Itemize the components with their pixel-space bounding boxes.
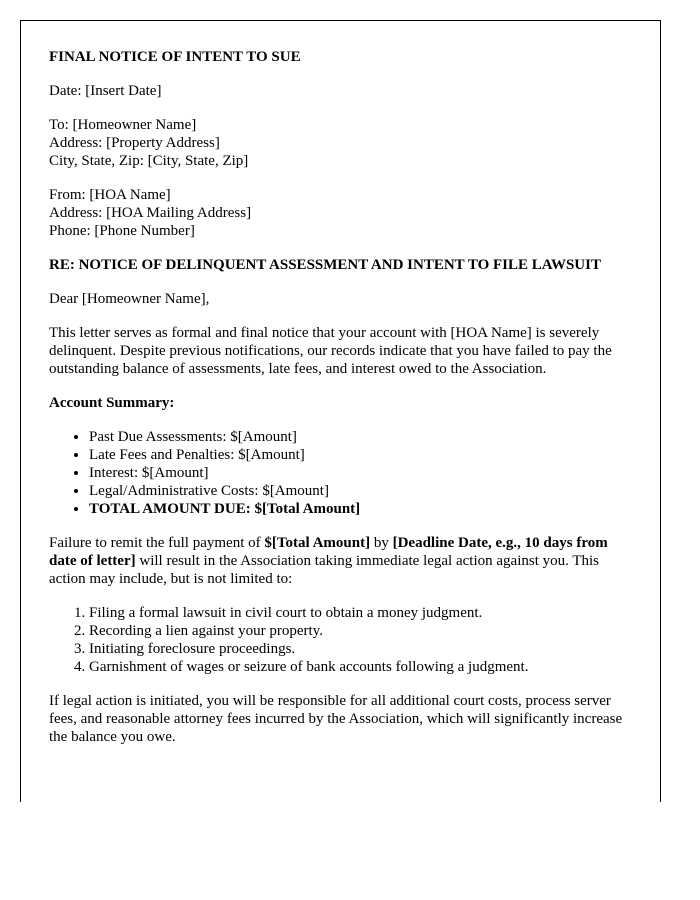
summary-item: • Interest: $[Amount] — [89, 464, 632, 482]
account-summary-list — [49, 428, 632, 518]
action-item: 3. Initiating foreclosure proceedings. — [89, 640, 632, 658]
demand-paragraph — [49, 534, 632, 588]
demand-text-3: will result in the Association taking immediate legal action against you. This action may include, but is not limited to: — [49, 553, 600, 587]
recipient-address: Address: [Property Address] — [49, 135, 220, 151]
letter-page — [20, 20, 661, 802]
recipient-block — [49, 116, 632, 170]
account-summary-heading: Account Summary: — [49, 395, 175, 411]
demand-text-1: Failure to remit the full payment of — [49, 535, 265, 551]
summary-item: • Legal/Administrative Costs: $[Amount] — [89, 482, 632, 500]
recipient-name: To: [Homeowner Name] — [49, 117, 197, 133]
summary-total: • TOTAL AMOUNT DUE: $[Total Amount] — [89, 500, 632, 518]
legal-actions-list — [49, 604, 632, 676]
demand-amount: $[Total Amount] — [264, 535, 371, 551]
sender-block — [49, 186, 632, 240]
demand-text-2: by — [370, 535, 393, 551]
subject-line: RE: NOTICE OF DELINQUENT ASSESSMENT AND INTENT TO FILE LAWSUIT — [49, 257, 601, 273]
letter-title: FINAL NOTICE OF INTENT TO SUE — [49, 49, 301, 65]
summary-item: • Past Due Assessments: $[Amount] — [89, 428, 632, 446]
demand-deadline: [Deadline Date, e.g., 10 days from date of letter] — [49, 535, 608, 569]
sender-name: From: [HOA Name] — [49, 187, 171, 203]
recipient-city: City, State, Zip: [City, State, Zip] — [49, 153, 249, 169]
sender-phone: Phone: [Phone Number] — [49, 223, 195, 239]
salutation: Dear [Homeowner Name], — [49, 291, 210, 307]
action-item: 1. Filing a formal lawsuit in civil court to obtain a money judgment. — [89, 604, 632, 622]
costs-paragraph: If legal action is initiated, you will be responsible for all additional court costs, process server fees, and reasonable attorney fees incurred by the Association, which will significantly increase the balance you owe. — [49, 693, 623, 745]
intro-paragraph: This letter serves as formal and final notice that your account with [HOA Name] is severely delinquent. Despite previous notifications, our records indicate that you have failed to pay the outstanding balance of assessments, late fees, and interest owed to the Association. — [49, 325, 612, 377]
sender-address: Address: [HOA Mailing Address] — [49, 205, 252, 221]
action-item: 2. Recording a lien against your property. — [89, 622, 632, 640]
action-item: 4. Garnishment of wages or seizure of bank accounts following a judgment. — [89, 658, 632, 676]
summary-item: • Late Fees and Penalties: $[Amount] — [89, 446, 632, 464]
date-line: Date: [Insert Date] — [49, 83, 162, 99]
